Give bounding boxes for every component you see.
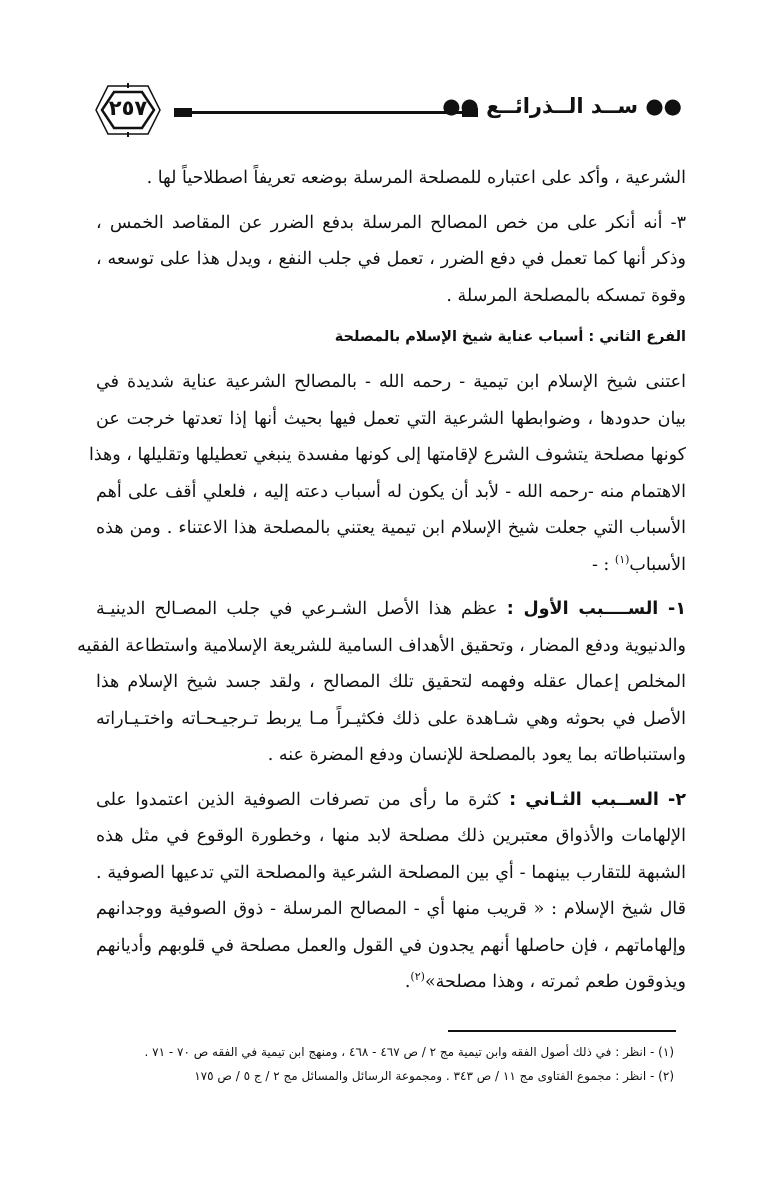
footnote-separator: [448, 1030, 676, 1032]
paragraph-1: [96, 160, 686, 197]
cause-1-first-line: عظم هذا الأصل الشـرعي في جلب المصـالح الدينيـة: [96, 599, 507, 619]
header-rule: [192, 111, 462, 114]
footnotes: [74, 1040, 674, 1088]
footnote-ref-1[interactable]: (١): [614, 552, 630, 566]
text-line: ٣- أنه أنكر على من خص المصالح المرسلة بدفع الضرر عن المقاصد الخمس ،: [96, 212, 686, 233]
header-rule-block-left: [174, 108, 192, 117]
text-line: المخلص إعمال عقله وفهمه لتحقيق تلك المصالح ، ولقد جسد شيخ الإسلام هذا: [96, 672, 686, 692]
footnote-1: (١) - انظر : في ذلك أصول الفقه وابن تيمية مج ٢ / ص ٤٦٧ - ٤٦٨ ، ومنهج ابن تيمية في الفقه ص ٧٠ - ٧١ .: [144, 1045, 674, 1059]
text-line: وقوة تمسكه بالمصلحة المرسلة .: [446, 285, 686, 306]
text-line: وذكر أنها كما تعمل في دفع الضرر ، تعمل في جلب النفع ، ويدل هذا على توسعه ،: [96, 249, 686, 269]
running-header: [92, 82, 682, 140]
main-text: [77, 160, 687, 1009]
cause-1-label: ١- الســــبب الأول :: [506, 599, 687, 619]
text-line: [96, 591, 686, 628]
intro-last-after: : -: [591, 554, 615, 575]
cause-2-last-line: ويذوقون طعم ثمرته ، وهذا مصلحة»: [424, 972, 686, 992]
page-number-badge: [92, 82, 164, 138]
footnote-2: (٢) - انظر : مجموع الفتاوى مج ١١ / ص ٣٤٣ . ومجموعة الرسائل والمسائل مج ٢ / ج ٥ / ص ١٧٥: [194, 1069, 674, 1083]
paragraph-cause-2: [96, 782, 686, 1001]
text-line: بيان حدودها ، وضوابطها الشرعية التي تعمل فيها بحيث أنها إذا تعدتها خرجت عن: [96, 408, 686, 429]
text-line: اعتنى شيخ الإسلام ابن تيمية - رحمه الله - بالمصالح الشرعية عناية شديدة في: [96, 372, 686, 392]
footnote-ref-2[interactable]: (٢): [410, 970, 425, 984]
text-line: والدنيوية ودفع المضار ، وتحقيق الأهداف السامية للشريعة الإسلامية واستطاعة الفقيه: [77, 635, 686, 656]
text-line: [96, 964, 686, 1001]
intro-last-word: الأسباب: [629, 554, 686, 575]
text-line: [96, 782, 686, 819]
paragraph-cause-1: [77, 591, 687, 774]
paragraph-point-3: [96, 205, 686, 315]
text-line: الأصل في بحوثه وهي شـاهدة على ذلك فكثيـراً مـا يربط تـرجيـحـاته واختـيـاراته: [96, 708, 686, 729]
cause-2-label: ٢- الســبب الثـاني :: [509, 789, 686, 810]
text-line: واستنباطاته بما يعود بالمصلحة للإنسان ودفع المضرة عنه .: [267, 745, 686, 765]
paragraph-intro: [88, 364, 686, 583]
running-title: ●● ســد الــذرائــع ●●: [442, 94, 682, 118]
text-line: الإلهامات والأذواق معتبرين ذلك مصلحة لابد منها ، وخطورة الوقوع في مثل هذه: [96, 826, 686, 846]
page-number: ٢٥٧: [108, 96, 148, 120]
text-line: الشبهة للتقارب بينهما - أي بين المصلحة الشرعية والمصلحة التي تدعيها الصوفية .: [96, 862, 686, 883]
text-line: قال شيخ الإسلام : « قريب منها أي - المصالح المرسلة - ذوق الصوفية ووجدانهم: [96, 899, 686, 919]
text-line: الاهتمام منه -رحمه الله - لأبد أن يكون له أسباب دعته إليه ، فلعلي أقف على أهم: [96, 481, 686, 502]
cause-2-last-after: .: [404, 972, 411, 992]
section-heading: الفرع الثاني : أسباب عناية شيخ الإسلام بالمصلحة: [334, 329, 686, 345]
text-line: وإلهاماتهم ، فإن حاصلها أنهم يجدون في القول والعمل مصلحة في قلوبهم وأديانهم: [96, 935, 686, 956]
cause-2-first-line: كثرة ما رأى من تصرفات الصوفية الذين اعتمدوا على: [96, 789, 510, 810]
text-line: كونها مصلحة يتشوف الشرع لإقامتها إلى كونها مفسدة ينبغي تعطيلها وتقليلها ، وهذا: [88, 445, 686, 465]
text-line: الشرعية ، وأكد على اعتباره للمصلحة المرسلة بوضعه تعريفاً اصطلاحياً لها .: [146, 168, 686, 188]
text-line: الأسباب التي جعلت شيخ الإسلام ابن تيمية يعتني بالمصلحة هذا الاعتناء . ومن هذه: [96, 518, 686, 538]
text-line: [96, 547, 686, 584]
